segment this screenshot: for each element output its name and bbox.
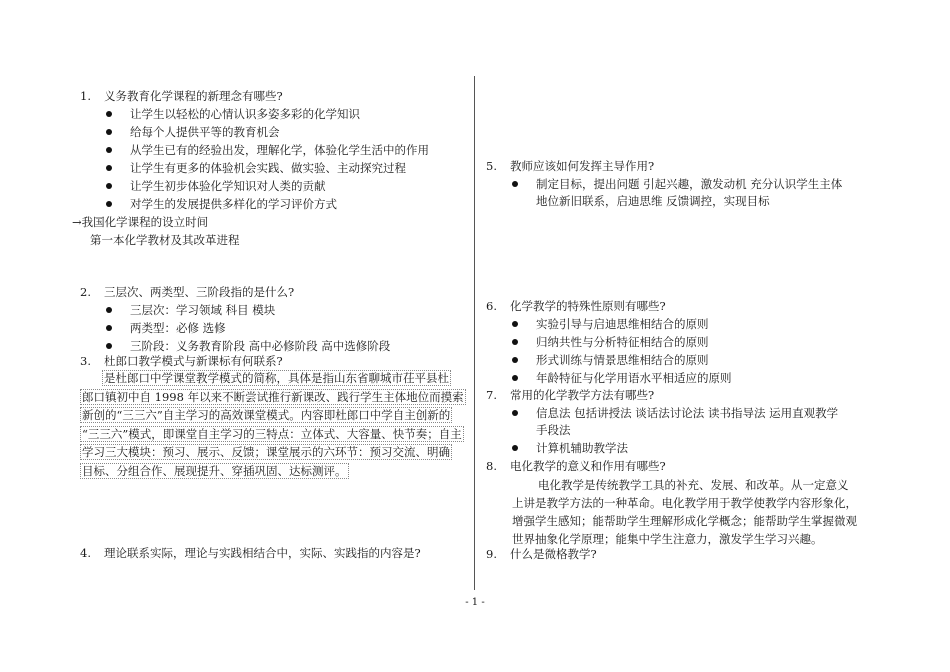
question-1: 1. 义务教育化学课程的新理念有哪些? (80, 89, 283, 103)
q8-answer-line: 增强学生感知；能帮助学生理解形成化学概念；能帮助学生掌握微观 (512, 514, 857, 528)
bullet-icon (106, 165, 112, 171)
bullet-icon (106, 111, 112, 117)
question-9: 9. 什么是微格教学? (486, 547, 597, 561)
question-3: 3. 杜郎口教学模式与新课标有何联系? (80, 354, 283, 368)
bullet-icon (106, 201, 112, 207)
q3-answer-line: 目标、分组合作、展现提升、穿插巩固、达标测评。 (82, 463, 347, 478)
q1-bullet-4: 让学生有更多的体验机会实践、做实验、主动探究过程 (106, 160, 406, 176)
bullet-icon (512, 339, 518, 345)
q7-bullet-2: 计算机辅助教学法 (512, 440, 628, 456)
q3-answer-line: 是杜郎口中学课堂教学模式的简称，具体是指山东省聊城市茌平县杜 (104, 371, 449, 385)
question-2: 2. 三层次、两类型、三阶段指的是什么? (80, 285, 295, 299)
q3-answer-line: 新创的“三三六”自主学习的高效课堂模式。内容即杜郎口中学自主创新的 (82, 408, 451, 422)
bullet-icon (512, 357, 518, 363)
q7-bullet-1: 信息法 包括讲授法 谈话法讨论法 读书指导法 运用直观教学 (512, 405, 838, 421)
bullet-icon (512, 445, 518, 451)
bullet-icon (106, 147, 112, 153)
q1-bullet-5: 让学生初步体验化学知识对人类的贡献 (106, 178, 326, 194)
arrow-note: →我国化学课程的设立时间 (72, 215, 209, 229)
q6-bullet-4: 年龄特征与化学用语水平相适应的原则 (512, 370, 732, 386)
question-6: 6. 化学教学的特殊性原则有哪些? (486, 299, 666, 313)
bullet-icon (512, 321, 518, 327)
question-5: 5. 教师应该如何发挥主导作用? (486, 159, 655, 173)
q1-bullet-1: 让学生以轻松的心情认识多姿多彩的化学知识 (106, 106, 360, 122)
q3-answer (80, 369, 466, 480)
q3-answer-line: 学习三大模块：预习、展示、反馈；课堂展示的六环节：预习交流、明确 (82, 445, 450, 459)
q6-bullet-2: 归纳共性与分析特征相结合的原则 (512, 334, 709, 350)
bullet-icon (512, 410, 518, 416)
question-7: 7. 常用的化学教学方法有哪些? (486, 388, 655, 402)
q8-answer-line: 世界抽象化学原理；能集中学生注意力，激发学生学习兴趣。 (512, 532, 823, 546)
bullet-icon (106, 307, 112, 313)
q1-bullet-6: 对学生的发展提供多样化的学习评价方式 (106, 196, 337, 212)
bullet-icon (512, 375, 518, 381)
q7-bullet-1-continued: 手段法 (536, 423, 571, 437)
question-8: 8. 电化教学的意义和作用有哪些? (486, 459, 666, 473)
q3-answer-line: “三三六”模式，即课堂自主学习的三特点：立体式、大容量、快节奏；自主 (82, 426, 462, 441)
bullet-icon (106, 325, 112, 331)
q8-answer-line: 上讲是教学方法的一种革命。电化教学用于教学使教学内容形象化， (512, 496, 857, 510)
q8-answer-line: 电化教学是传统教学工具的补充、发展、和改革。从一定意义 (538, 478, 849, 492)
q6-bullet-3: 形式训练与情景思维相结合的原则 (512, 352, 709, 368)
column-divider (474, 76, 475, 590)
bullet-icon (106, 183, 112, 189)
bullet-icon (512, 181, 518, 187)
q1-bullet-2: 给每个人提供平等的教育机会 (106, 124, 280, 140)
q1-bullet-3: 从学生已有的经验出发，理解化学，体验化学生活中的作用 (106, 142, 429, 158)
q6-bullet-1: 实验引导与启迪思维相结合的原则 (512, 316, 709, 332)
q2-bullet-3: 三阶段：义务教育阶段 高中必修阶段 高中选修阶段 (106, 338, 390, 354)
bullet-icon (106, 129, 112, 135)
q2-bullet-1: 三层次：学习领域 科目 模块 (106, 302, 275, 318)
q5-bullet: 制定目标，提出问题 引起兴趣，激发动机 充分认识学生主体 (512, 176, 842, 192)
sub-note: 第一本化学教材及其改革进程 (90, 233, 240, 247)
page-number: - 1 - (465, 597, 485, 608)
q2-bullet-2: 两类型：必修 选修 (106, 320, 226, 336)
question-4: 4. 理论联系实际，理论与实践相结合中，实际、实践指的内容是? (80, 546, 421, 560)
q5-bullet-continued: 地位新旧联系，启迪思维 反馈调控，实现目标 (536, 194, 770, 208)
q3-answer-line: 郎口镇初中自 1998 年以来不断尝试推行新课改、践行学生主体地位而摸索 (82, 389, 464, 404)
bullet-icon (106, 343, 112, 349)
